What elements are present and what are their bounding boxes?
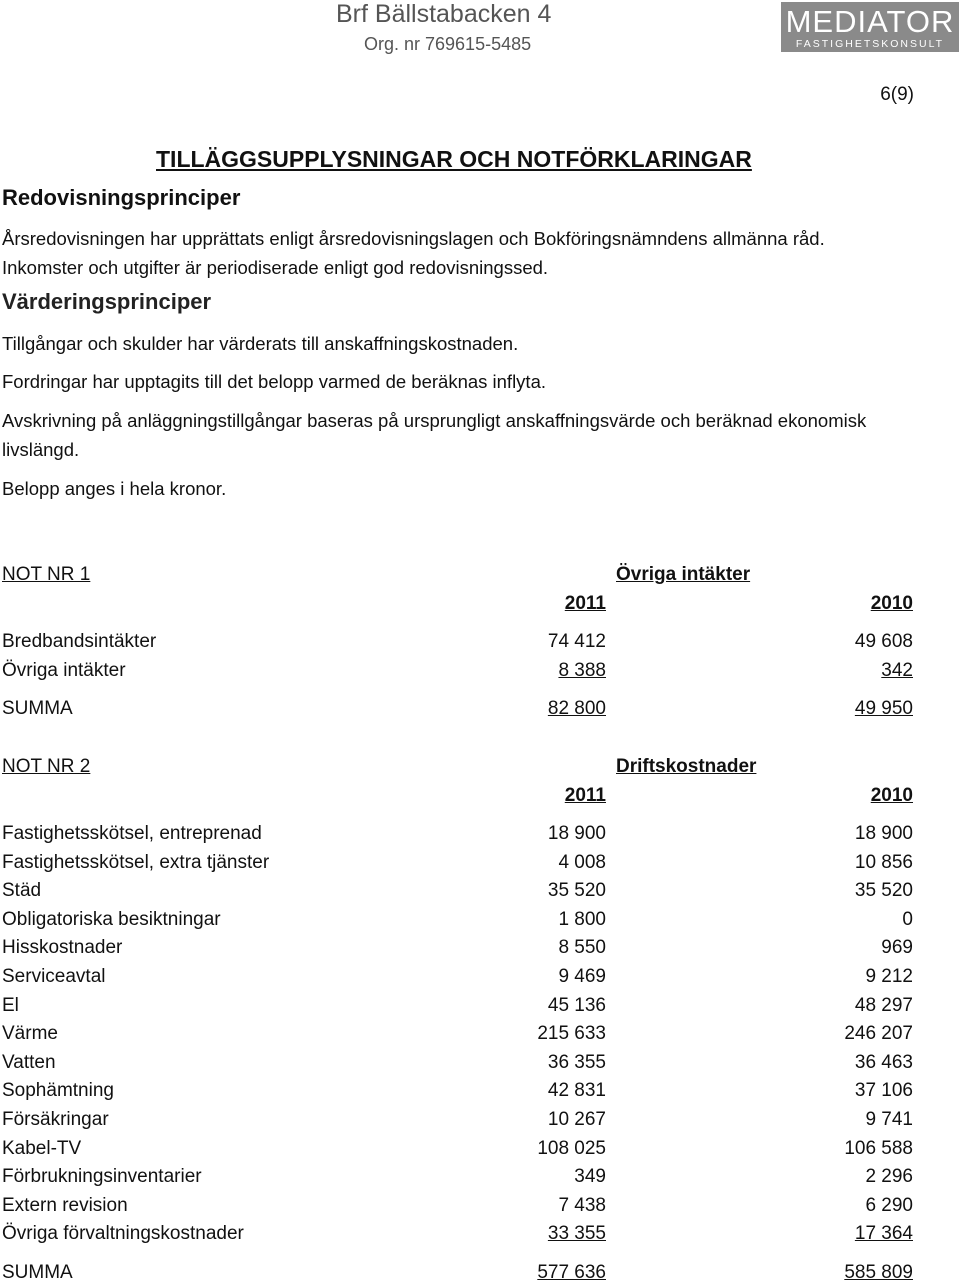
- value-2010: 2 296: [865, 1166, 913, 1187]
- row-label: Städ: [2, 880, 42, 901]
- row-label: Värme: [2, 1023, 58, 1044]
- row-label: Försäkringar: [2, 1109, 109, 1130]
- row-label: Serviceavtal: [2, 966, 106, 987]
- row-label: Kabel-TV: [2, 1138, 82, 1159]
- note-number: NOT NR 2: [2, 756, 91, 777]
- value-2011: 1 800: [558, 909, 606, 930]
- row-label: Sophämtning: [2, 1080, 114, 1101]
- document-title: Brf Bällstabacken 4: [336, 0, 552, 28]
- page-number: 6(9): [880, 84, 914, 105]
- row-label: Hisskostnader: [2, 937, 123, 958]
- row-label: Fastighetsskötsel, extra tjänster: [2, 852, 270, 873]
- note-title: Övriga intäkter: [616, 564, 751, 585]
- logo-main-text: MEDIATOR: [785, 4, 955, 39]
- value-2011: 4 008: [558, 852, 606, 873]
- valuation-p1: Tillgångar och skulder har värderats till anskaffningskostnaden.: [2, 333, 519, 354]
- value-2011: 9 469: [558, 966, 606, 987]
- row-label: Extern revision: [2, 1195, 128, 1216]
- value-2010: 48 297: [854, 995, 913, 1016]
- value-2010: 49 608: [854, 631, 913, 652]
- row-label: Obligatoriska besiktningar: [2, 909, 221, 930]
- value-2010: 9 741: [865, 1109, 913, 1130]
- value-2010: 246 207: [844, 1023, 913, 1044]
- value-2010: 36 463: [854, 1052, 913, 1073]
- valuation-p3: Avskrivning på anläggningstillgångar baseras på ursprungligt anskaffningsvärde och beräknad ekonomisk livslängd.: [2, 410, 867, 460]
- row-label: Bredbandsintäkter: [2, 631, 157, 652]
- year-2011-header: 2011: [564, 785, 606, 806]
- row-label: El: [2, 995, 19, 1016]
- value-2011: 74 412: [547, 631, 606, 652]
- value-2011: 7 438: [558, 1195, 606, 1216]
- row-label: Fastighetsskötsel, entreprenad: [2, 823, 262, 844]
- principles-text: Årsredovisningen har upprättats enligt årsredovisningslagen och Bokföringsnämndens allmänna råd. Inkomster och utgifter är periodiserade enligt god redovisningssed.: [2, 228, 825, 278]
- sum-label: SUMMA: [2, 1262, 73, 1283]
- value-2011: 349: [574, 1166, 606, 1187]
- value-2010: 10 856: [854, 852, 913, 873]
- sum-label: SUMMA: [2, 698, 73, 719]
- value-2010: 9 212: [865, 966, 913, 987]
- mediator-logo: [781, 2, 959, 52]
- year-2010-header: 2010: [870, 593, 913, 614]
- value-2011: 35 520: [547, 880, 606, 901]
- row-label: Övriga förvaltningskostnader: [2, 1223, 244, 1244]
- sum-2011: 82 800: [547, 698, 606, 719]
- valuation-p4: Belopp anges i hela kronor.: [2, 478, 227, 499]
- valuation-p2: Fordringar har upptagits till det belopp varmed de beräknas inflyta.: [2, 371, 546, 392]
- valuation-heading: Värderingsprinciper: [2, 289, 212, 314]
- value-2011: 33 355: [547, 1223, 606, 1244]
- value-2010: 969: [881, 937, 913, 958]
- year-2010-header: 2010: [870, 785, 913, 806]
- org-number: Org. nr 769615-5485: [364, 34, 532, 54]
- value-2011: 108 025: [537, 1138, 606, 1159]
- value-2011: 18 900: [547, 823, 606, 844]
- sum-2010: 49 950: [854, 698, 913, 719]
- principles-heading: Redovisningsprinciper: [2, 185, 241, 210]
- value-2010: 17 364: [854, 1223, 913, 1244]
- row-label: Övriga intäkter: [2, 660, 126, 681]
- main-heading: TILLÄGGSUPPLYSNINGAR OCH NOTFÖRKLARINGAR: [156, 146, 752, 172]
- note-title: Driftskostnader: [616, 756, 757, 777]
- value-2011: 215 633: [537, 1023, 606, 1044]
- sum-2011: 577 636: [537, 1262, 606, 1283]
- value-2011: 42 831: [547, 1080, 606, 1101]
- value-2011: 8 388: [558, 660, 606, 681]
- value-2010: 106 588: [844, 1138, 913, 1159]
- note-number: NOT NR 1: [2, 564, 91, 585]
- value-2011: 8 550: [558, 937, 606, 958]
- value-2010: 6 290: [865, 1195, 913, 1216]
- value-2010: 37 106: [854, 1080, 913, 1101]
- year-2011-header: 2011: [564, 593, 606, 614]
- logo-sub-text: FASTIGHETSKONSULT: [795, 38, 945, 50]
- value-2011: 36 355: [547, 1052, 606, 1073]
- value-2011: 10 267: [547, 1109, 606, 1130]
- value-2010: 18 900: [854, 823, 913, 844]
- row-label: Vatten: [2, 1052, 56, 1073]
- value-2010: 0: [902, 909, 913, 930]
- row-label: Förbrukningsinventarier: [2, 1166, 202, 1187]
- value-2011: 45 136: [547, 995, 606, 1016]
- value-2010: 342: [881, 660, 913, 681]
- value-2010: 35 520: [854, 880, 913, 901]
- sum-2010: 585 809: [844, 1262, 913, 1283]
